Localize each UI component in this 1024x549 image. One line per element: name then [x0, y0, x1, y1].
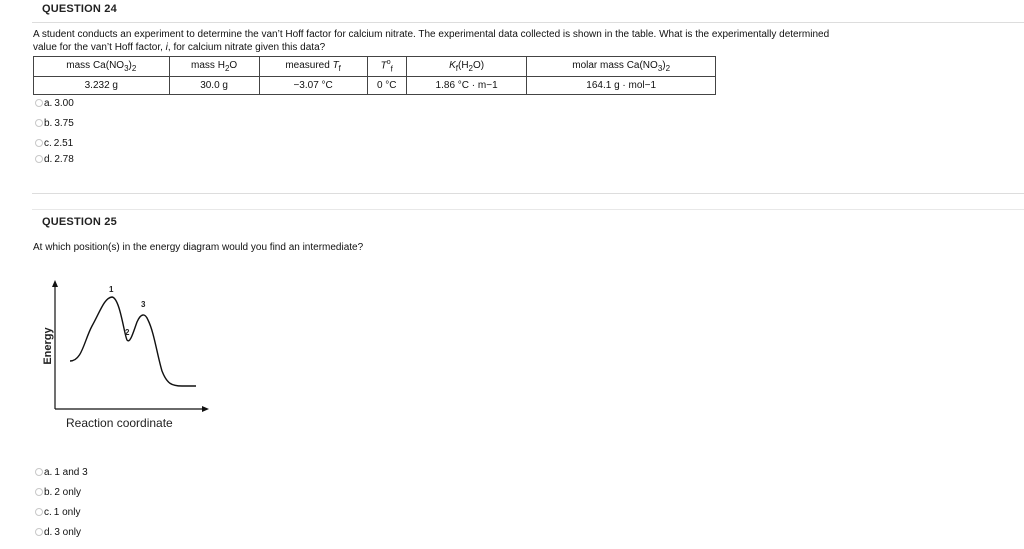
y-axis-arrow	[52, 280, 58, 287]
option-text: 2 only	[54, 486, 82, 498]
q25-option-d[interactable]	[35, 525, 81, 539]
option-letter: b.	[44, 117, 53, 129]
question-25-text: At which position(s) in the energy diagram would you find an intermediate?	[33, 242, 364, 253]
q25-option-a[interactable]	[35, 465, 88, 479]
table-header-kf-water: $K_f(H_2O)$	[406, 57, 526, 77]
table-cell-normal-tf: 0 °C	[367, 77, 406, 95]
question-25-title: QUESTION 25	[42, 216, 117, 228]
question-24-text-line1: A student conducts an experiment to determine the van’t Hoff factor for calcium nitrate. The experimental data collected is shown in the table. What is the experimentally determined	[33, 29, 830, 40]
option-letter: b.	[44, 486, 53, 498]
q24-option-c[interactable]	[35, 136, 73, 150]
option-text: 3 only	[54, 526, 82, 538]
q24-option-d[interactable]	[35, 152, 74, 166]
table-header-mass-calcium-nitrate: mass $Ca(NO_3)_2$	[34, 57, 170, 77]
radio-button[interactable]	[35, 119, 43, 127]
table-cell-molar-mass: 164.1 g · mol−1	[527, 77, 716, 95]
option-letter: a.	[44, 466, 53, 478]
table-header-molar-mass: molar mass $Ca(NO_3)_2$	[527, 57, 716, 77]
option-letter: d.	[44, 153, 53, 165]
table-header-normal-tf: $T^o_f$	[367, 57, 406, 77]
radio-button[interactable]	[35, 99, 43, 107]
question-24-title: QUESTION 24	[42, 3, 117, 15]
question-divider-secondary	[32, 209, 1024, 210]
option-letter: a.	[44, 97, 53, 109]
position-label-3: 3	[141, 300, 146, 309]
table-cell-measured-tf: −3.07 °C	[259, 77, 367, 95]
table-header-mass-water: mass $H_2O$	[169, 57, 259, 77]
option-letter: c.	[44, 137, 52, 149]
option-text: 1 only	[53, 506, 81, 518]
table-row	[34, 77, 716, 95]
radio-button[interactable]	[35, 488, 43, 496]
option-letter: d.	[44, 526, 53, 538]
radio-button[interactable]	[35, 155, 43, 163]
x-axis-arrow	[202, 406, 209, 412]
option-text: 2.78	[54, 153, 74, 165]
q24-option-b[interactable]	[35, 116, 74, 130]
position-label-2: 2	[125, 328, 130, 337]
position-label-1: 1	[109, 285, 114, 294]
option-text: 3.75	[54, 117, 74, 129]
table-header-row	[34, 57, 716, 77]
q24-option-a[interactable]	[35, 96, 74, 110]
option-text: 2.51	[53, 137, 74, 149]
y-axis-label: Energy	[42, 327, 54, 365]
radio-button[interactable]	[35, 139, 43, 147]
question-24-separator	[32, 22, 1024, 23]
table-cell-kf-water: 1.86 °C · m−1	[406, 77, 526, 95]
radio-button[interactable]	[35, 508, 43, 516]
question-24-text-line2: value for the van’t Hoff factor, i, for calcium nitrate given this data?	[33, 42, 326, 53]
x-axis-label: Reaction coordinate	[66, 416, 173, 430]
q25-option-b[interactable]	[35, 485, 81, 499]
option-letter: c.	[44, 506, 52, 518]
radio-button[interactable]	[35, 528, 43, 536]
radio-button[interactable]	[35, 468, 43, 476]
option-text: 3.00	[54, 97, 74, 109]
energy-diagram	[30, 276, 220, 436]
question-divider	[32, 193, 1024, 194]
table-cell-mass-water: 30.0 g	[169, 77, 259, 95]
table-cell-mass-calcium-nitrate: 3.232 g	[34, 77, 170, 95]
energy-curve	[70, 297, 196, 386]
table-header-measured-tf: measured $T_f$	[259, 57, 367, 77]
option-text: 1 and 3	[54, 466, 88, 478]
q25-option-c[interactable]	[35, 505, 80, 519]
question-24-data-table	[33, 56, 716, 95]
